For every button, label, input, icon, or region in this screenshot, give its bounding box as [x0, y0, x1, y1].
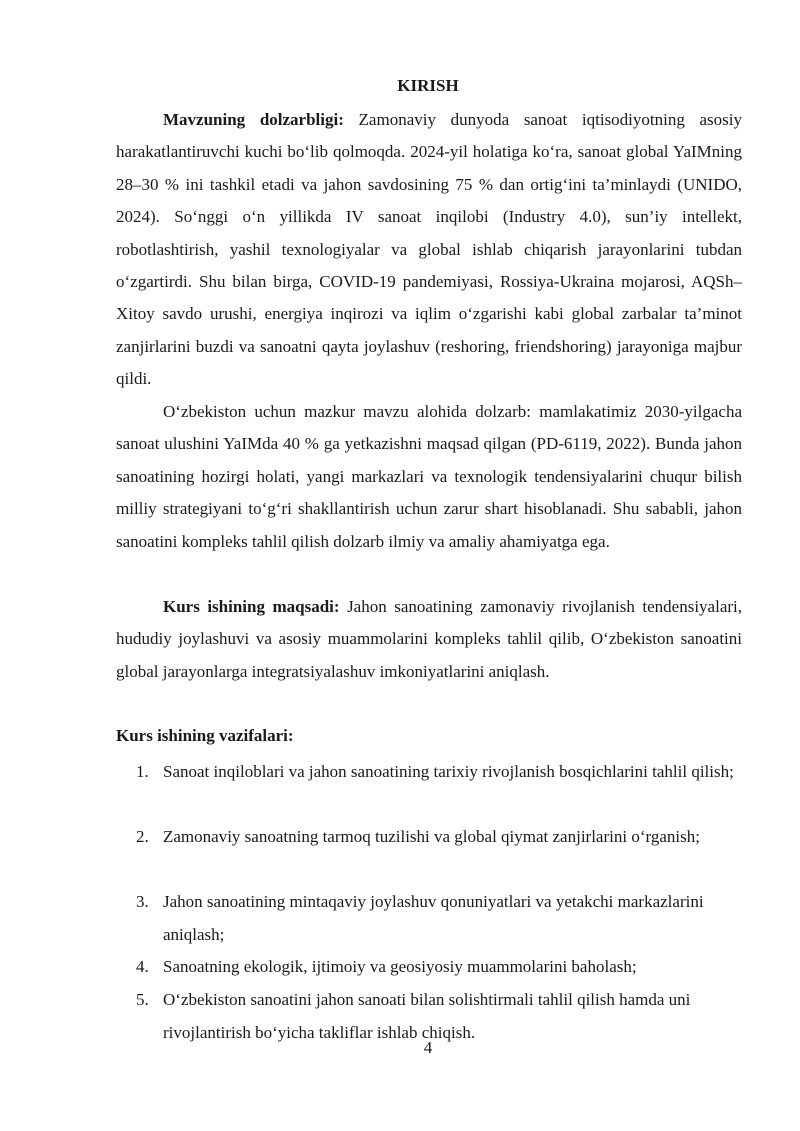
- page-number: 4: [423, 1038, 433, 1057]
- relevance-label: Mavzuning dolzarbligi:: [163, 110, 344, 129]
- list-item: [136, 951, 742, 984]
- list-item-text: Zamonaviy sanoatning tarmoq tuzilishi va global qiymat zanjirlarini o‘rganish;: [163, 827, 700, 846]
- list-item-text: Sanoatning ekologik, ijtimoiy va geosiyosiy muammolarini baholash;: [163, 957, 637, 976]
- list-item-number: 2.: [136, 827, 149, 846]
- list-item: [136, 756, 742, 789]
- list-item-text: Sanoat inqiloblari va jahon sanoatining tarixiy rivojlanish bosqichlarini tahlil qilish;: [163, 762, 734, 781]
- page-title: KIRISH: [397, 76, 459, 95]
- goal-text: Jahon sanoatining zamonaviy rivojlanish tendensiyalari, hududiy joylashuvi va asosiy muammolarini kompleks tahlil qilib, O‘zbekiston sanoatini global jarayonlarga integratsiyalashuv imkoniyatlarini aniqlash.: [116, 597, 742, 681]
- goal-paragraph: [116, 591, 742, 688]
- list-item-number: 3.: [136, 892, 149, 911]
- relevance-paragraph: [116, 104, 742, 396]
- goal-label: Kurs ishining maqsadi:: [163, 597, 340, 616]
- list-item-number: 4.: [136, 957, 149, 976]
- list-item-text: O‘zbekiston sanoatini jahon sanoati bilan solishtirmali tahlil qilish hamda uni rivojlantirish bo‘yicha takliflar ishlab chiqish.: [163, 990, 691, 1042]
- list-item: [136, 821, 742, 854]
- list-item-number: 1.: [136, 762, 149, 781]
- tasks-heading: Kurs ishining vazifalari:: [116, 726, 294, 745]
- uzbekistan-paragraph: O‘zbekiston uchun mazkur mavzu alohida dolzarb: mamlakatimiz 2030-yilgacha sanoat ulushini YaIMda 40 % ga yetkazishni maqsad qilgan (PD-6119, 2022). Bunda jahon sanoatining hozirgi holati, yangi markazlari va texnologik tendensiyalarini chuqur bilish milliy strategiyani to‘g‘ri shakllantirish uchun zarur shart hisoblanadi. Shu sababli, jahon sanoatini kompleks tahlil qilish dolzarb ilmiy va amaliy ahamiyatga ega.: [116, 402, 742, 551]
- list-item-text: Jahon sanoatining mintaqaviy joylashuv qonuniyatlari va yetakchi markazlarini aniqlash;: [163, 892, 704, 944]
- relevance-text: Zamonaviy dunyoda sanoat iqtisodiyotning asosiy harakatlantiruvchi kuchi bo‘lib qolmoqda. 2024-yil holatiga ko‘ra, sanoat global YaIMning 28–30 % ini tashkil etadi va jahon savdosining 75 % dan ortig‘ini ta’minlaydi (UNIDO, 2024). So‘nggi o‘n yillikda IV sanoat inqilobi (Industry 4.0), sun’iy intellekt, robotlashtirish, yashil texnologiyalar va global ishlab chiqarish jarayonlarini tubdan o‘zgartirdi. Shu bilan birga, COVID-19 pandemiyasi, Rossiya-Ukraina mojarosi, AQSh–Xitoy savdo urushi, energiya inqirozi va iqlim o‘zgarishi kabi global zarbalar ta’minot zanjirlarini buzdi va sanoatni qayta joylashuv (reshoring, friendshoring) jarayoniga majbur qildi.: [116, 110, 743, 389]
- list-item: [136, 886, 742, 951]
- list-item-number: 5.: [136, 990, 149, 1009]
